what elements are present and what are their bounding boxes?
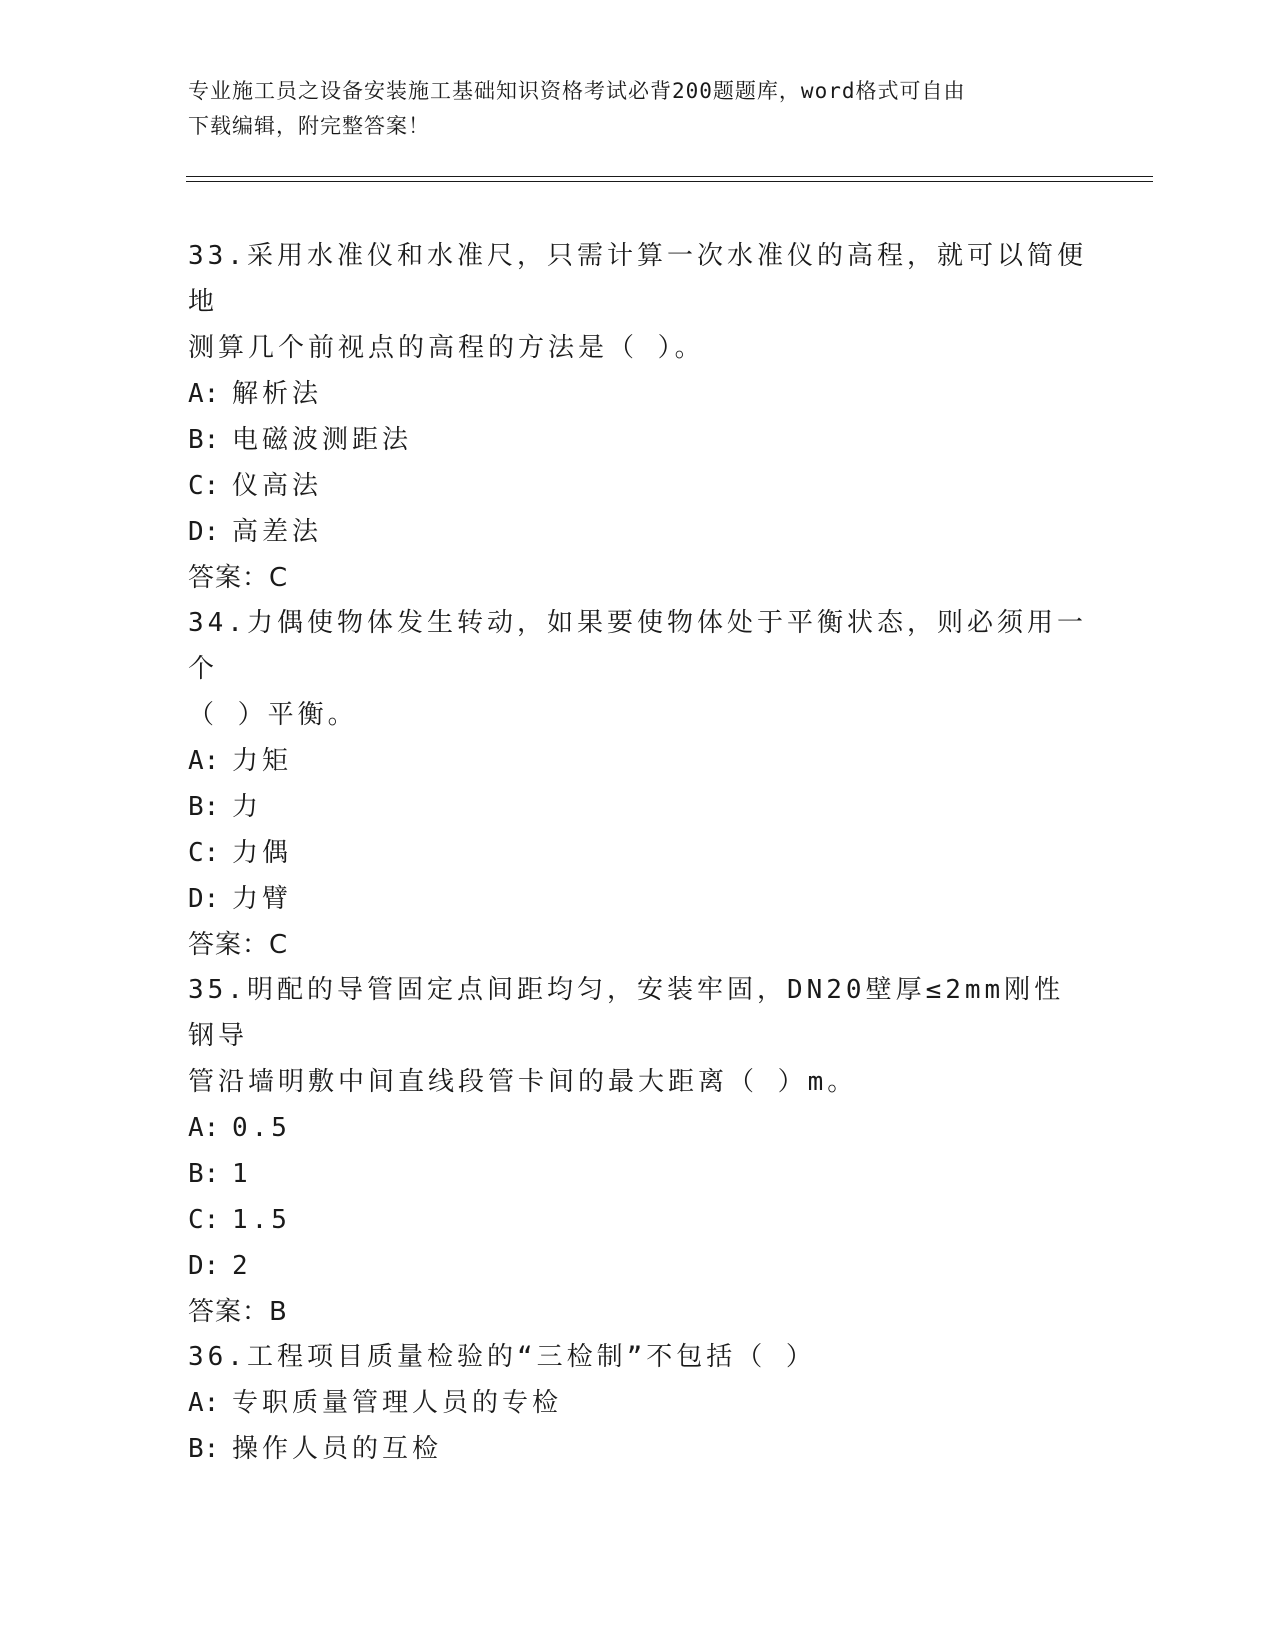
question-stem-line: 34.力偶使物体发生转动，如果要使物体处于平衡状态，则必须用一个	[188, 608, 1087, 684]
question-stem-line: （ ）平衡。	[188, 700, 358, 730]
option-b	[188, 417, 1088, 463]
option-text: 力偶	[232, 838, 293, 868]
question-stem-line: 测算几个前视点的高程的方法是（ ）。	[188, 333, 705, 363]
answer-line: 答案：C	[188, 930, 289, 960]
option-text: 操作人员的互检	[232, 1434, 443, 1464]
option-a	[188, 738, 1088, 784]
header-line-2: 下载编辑，附完整答案！	[188, 114, 430, 138]
option-key: A:	[188, 379, 220, 409]
question-stem-line: 36.工程项目质量检验的“三检制”不包括（ ）	[188, 1342, 816, 1372]
question-stem-line: 35.明配的导管固定点间距均匀，安装牢固，DN20壁厚≤2mm刚性钢导	[188, 975, 1065, 1051]
option-key: B:	[188, 425, 220, 455]
option-b	[188, 784, 1088, 830]
question-stem-line: 33.采用水准仪和水准尺，只需计算一次水准仪的高程，就可以简便地	[188, 241, 1087, 317]
option-key: D:	[188, 517, 220, 547]
option-text: 专职质量管理人员的专检	[232, 1388, 563, 1418]
question-35	[188, 967, 1088, 1335]
header-divider-top	[186, 176, 1153, 177]
option-d	[188, 876, 1088, 922]
header-divider-bottom	[186, 181, 1153, 182]
option-text: 1	[232, 1159, 252, 1189]
document-header	[188, 74, 1088, 144]
option-d	[188, 1243, 1088, 1289]
option-key: B:	[188, 1159, 220, 1189]
option-text: 高差法	[232, 517, 323, 547]
option-key: C:	[188, 838, 220, 868]
option-key: B:	[188, 792, 220, 822]
option-key: C:	[188, 471, 220, 501]
option-c	[188, 1197, 1088, 1243]
option-a	[188, 1105, 1088, 1151]
option-c	[188, 463, 1088, 509]
option-text: 1.5	[232, 1205, 291, 1235]
option-a	[188, 1380, 1088, 1426]
question-stem-line: 管沿墙明敷中间直线段管卡间的最大距离（ ）m。	[188, 1067, 858, 1097]
question-33	[188, 233, 1088, 601]
option-d	[188, 509, 1088, 555]
option-text: 力臂	[232, 884, 293, 914]
option-b	[188, 1426, 1088, 1472]
option-key: D:	[188, 1251, 220, 1281]
option-text: 解析法	[232, 379, 323, 409]
question-36	[188, 1334, 1088, 1472]
option-key: C:	[188, 1205, 220, 1235]
option-a	[188, 371, 1088, 417]
option-key: A:	[188, 1388, 220, 1418]
header-line-1: 专业施工员之设备安装施工基础知识资格考试必背200题题库，word格式可自由	[188, 79, 966, 103]
option-key: A:	[188, 1113, 220, 1143]
option-text: 力矩	[232, 746, 293, 776]
option-b	[188, 1151, 1088, 1197]
option-text: 仪高法	[232, 471, 323, 501]
option-key: B:	[188, 1434, 220, 1464]
answer-line: 答案：B	[188, 1297, 288, 1327]
answer-line: 答案：C	[188, 563, 289, 593]
option-key: A:	[188, 746, 220, 776]
question-34	[188, 600, 1088, 968]
option-text: 2	[232, 1251, 252, 1281]
option-text: 力	[232, 792, 263, 822]
option-text: 电磁波测距法	[232, 425, 413, 455]
option-c	[188, 830, 1088, 876]
option-text: 0.5	[232, 1113, 291, 1143]
option-key: D:	[188, 884, 220, 914]
